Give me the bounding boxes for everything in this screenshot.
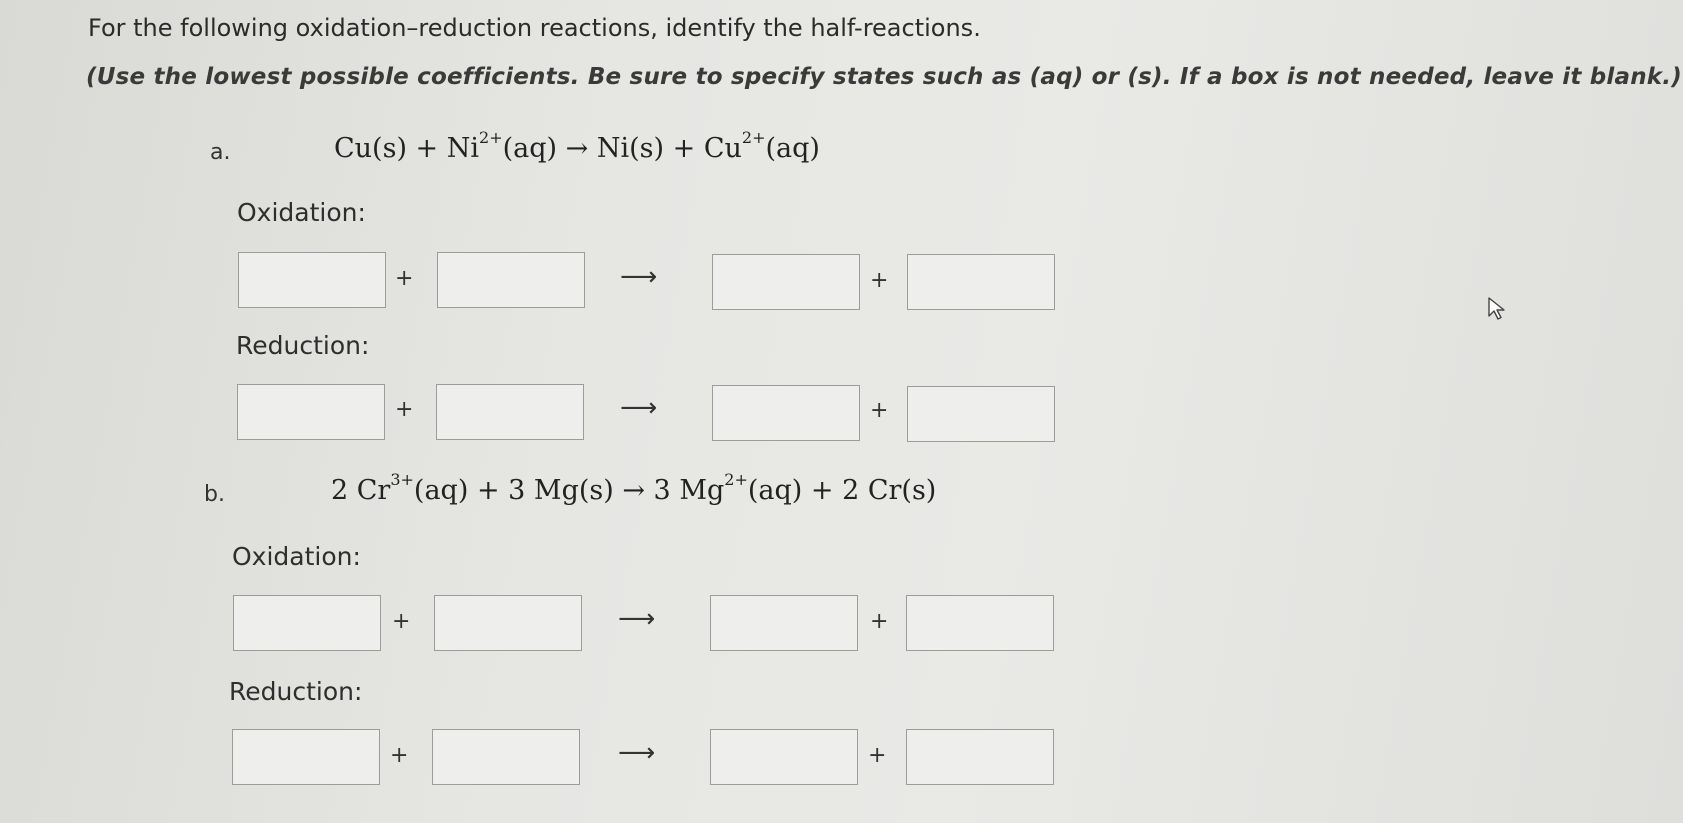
plus-sign: + <box>870 398 889 423</box>
reaction-arrow: ⟶ <box>620 262 658 292</box>
plus-sign: + <box>390 743 409 768</box>
part-b-reduction-product-2-input[interactable] <box>906 729 1054 785</box>
part-a-equation <box>334 128 820 164</box>
eq-b-superscript-1: 3+ <box>390 470 414 489</box>
eq-a-text-1: Cu(s) + Ni <box>334 133 480 164</box>
part-a-oxidation-reactant-2-input[interactable] <box>437 252 585 308</box>
part-b-equation <box>331 470 937 506</box>
plus-sign: + <box>870 609 889 634</box>
reaction-arrow: ⟶ <box>618 738 656 768</box>
part-a-oxidation-product-2-input[interactable] <box>907 254 1055 310</box>
eq-b-text-2: (aq) + 3 Mg(s) → 3 Mg <box>413 475 725 506</box>
part-a-reduction-reactant-1-input[interactable] <box>237 384 385 440</box>
eq-b-text-1: 2 Cr <box>331 475 391 506</box>
part-b-reduction-reactant-2-input[interactable] <box>432 729 580 785</box>
instructions-title: For the following oxidation–reduction reactions, identify the half-reactions. <box>88 14 981 42</box>
eq-a-text-3: (aq) <box>765 133 820 164</box>
part-b-oxidation-reactant-1-input[interactable] <box>233 595 381 651</box>
reaction-arrow: ⟶ <box>620 393 658 423</box>
plus-sign: + <box>395 397 414 422</box>
eq-b-superscript-2: 2+ <box>724 470 748 489</box>
part-a-reduction-reactant-2-input[interactable] <box>436 384 584 440</box>
part-a-reduction-product-2-input[interactable] <box>907 386 1055 442</box>
instructions-note: (Use the lowest possible coefficients. Be sure to specify states such as (aq) or (s). If a box is not needed, leave it blank.) <box>86 64 1682 90</box>
part-b-reduction-reactant-1-input[interactable] <box>232 729 380 785</box>
part-b-reduction-label: Reduction: <box>229 677 363 706</box>
part-b-oxidation-label: Oxidation: <box>232 542 361 571</box>
part-b-oxidation-product-2-input[interactable] <box>906 595 1054 651</box>
part-b-oxidation-product-1-input[interactable] <box>710 595 858 651</box>
part-b-oxidation-reactant-2-input[interactable] <box>434 595 582 651</box>
part-a-oxidation-reactant-1-input[interactable] <box>238 252 386 308</box>
mouse-pointer-icon <box>1487 296 1507 322</box>
part-a-label: a. <box>210 140 231 165</box>
part-a-oxidation-label: Oxidation: <box>237 198 366 227</box>
eq-a-text-2: (aq) → Ni(s) + Cu <box>502 133 742 164</box>
part-a-reduction-label: Reduction: <box>236 331 370 360</box>
eq-a-superscript-2: 2+ <box>741 128 766 147</box>
plus-sign: + <box>870 268 889 293</box>
plus-sign: + <box>392 609 411 634</box>
part-a-oxidation-product-1-input[interactable] <box>712 254 860 310</box>
part-a-reduction-product-1-input[interactable] <box>712 385 860 441</box>
plus-sign: + <box>395 266 414 291</box>
part-b-label: b. <box>204 482 225 507</box>
eq-a-superscript-1: 2+ <box>479 128 503 147</box>
eq-b-text-3: (aq) + 2 Cr(s) <box>747 475 937 506</box>
plus-sign: + <box>868 743 887 768</box>
part-b-reduction-product-1-input[interactable] <box>710 729 858 785</box>
reaction-arrow: ⟶ <box>618 604 656 634</box>
